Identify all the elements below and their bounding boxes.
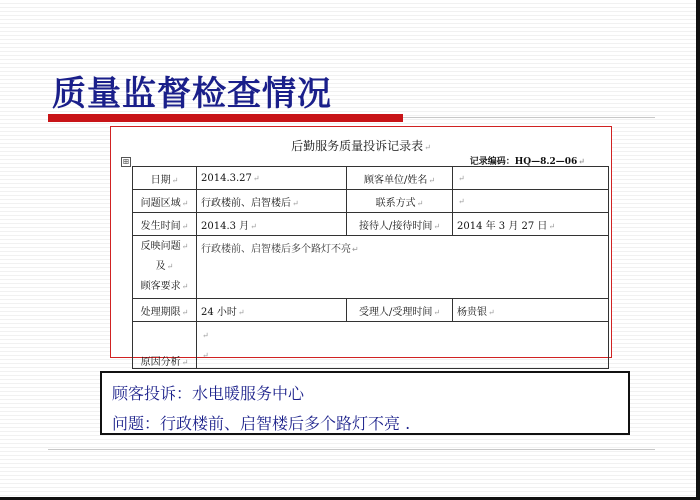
- table-row: [133, 213, 609, 236]
- contact-value-cell: ↵: [453, 190, 609, 213]
- date-label-cell: 日期↵: [133, 167, 197, 190]
- table-row: [133, 322, 609, 369]
- footer-divider: [48, 449, 655, 450]
- complaint-form-image: [110, 126, 612, 368]
- complaint-form-table: [132, 166, 609, 369]
- summary-line-problem: 问题：行政楼前、启智楼后多个路灯不亮 .: [112, 414, 411, 433]
- date-value-cell: 2014.3.27↵: [197, 167, 347, 190]
- receiver-value-cell: 2014 年 3 月 27 日↵: [453, 213, 609, 236]
- receiver-label-cell: 接待人/接待时间↵: [347, 213, 453, 236]
- table-row: [133, 299, 609, 322]
- table-row: [133, 167, 609, 190]
- time-value-cell: 2014.3 月↵: [197, 213, 347, 236]
- contact-label-cell: 联系方式↵: [347, 190, 453, 213]
- table-move-handle-icon[interactable]: ⊞: [122, 157, 130, 166]
- form-code: 记录编码：HQ—8.2—06↵: [469, 156, 585, 167]
- customer-value-cell: ↵: [453, 167, 609, 190]
- customer-label-cell: 顾客单位/姓名↵: [347, 167, 453, 190]
- summary-line-customer: 顾客投诉：水电暖服务中心: [112, 384, 305, 403]
- title-underline-thin: [403, 117, 655, 118]
- area-label-cell: 问题区域↵: [133, 190, 197, 213]
- cause-value-cell: ↵ ↵: [197, 322, 609, 369]
- reflect-label-cell: 反映问题↵ 及↵ 顾客要求↵: [133, 236, 197, 299]
- deadline-value-cell: 24 小时↵: [197, 299, 347, 322]
- time-label-cell: 发生时间↵: [133, 213, 197, 236]
- form-title: 后勤服务质量投诉记录表↵: [291, 139, 431, 153]
- table-row: [133, 190, 609, 213]
- deadline-label-cell: 处理期限↵: [133, 299, 197, 322]
- cause-label-cell: 原因分析↵: [133, 322, 197, 369]
- table-row: [133, 236, 609, 299]
- handler-value-cell: 杨贵银↵: [453, 299, 609, 322]
- handler-label-cell: 受理人/受理时间↵: [347, 299, 453, 322]
- area-value-cell: 行政楼前、启智楼后↵: [197, 190, 347, 213]
- slide-right-edge: [696, 0, 700, 500]
- slide-title: 质量监督检查情况: [52, 74, 332, 114]
- reflect-value-cell: 行政楼前、启智楼后多个路灯不亮↵: [197, 236, 609, 299]
- complaint-summary-box: [100, 371, 630, 435]
- title-underline-red: [48, 114, 403, 122]
